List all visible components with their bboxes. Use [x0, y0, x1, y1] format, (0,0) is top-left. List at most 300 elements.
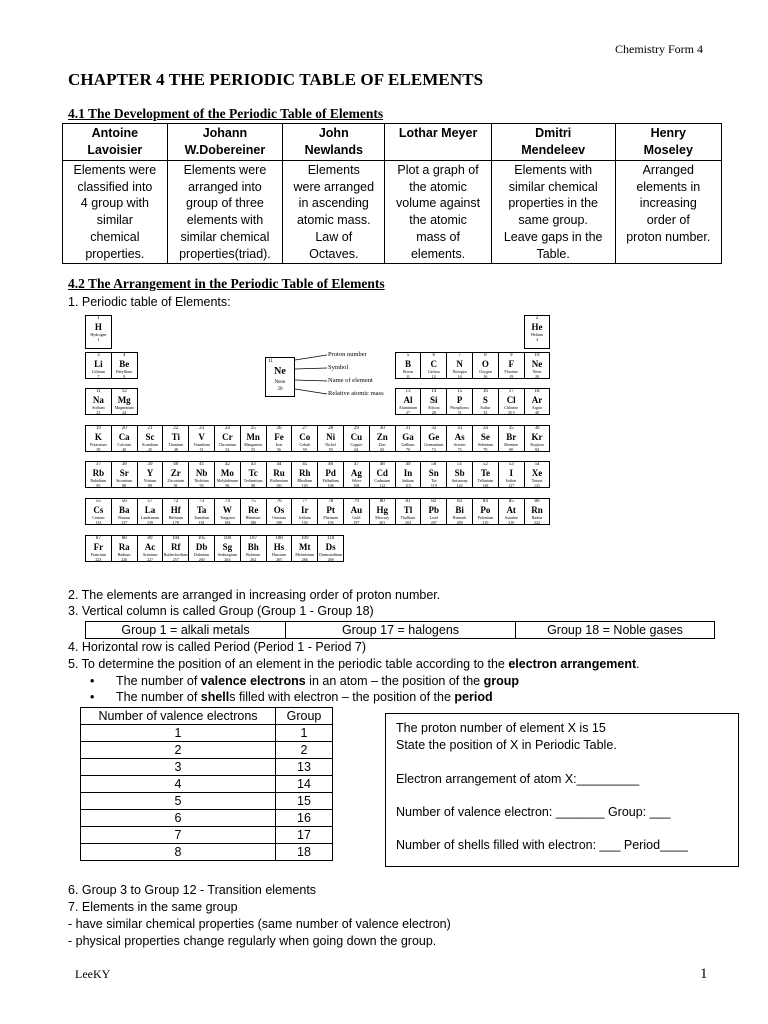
element-name: Titanium: [168, 441, 184, 447]
group-names-table: [85, 621, 715, 639]
element-cell-ni: [317, 425, 344, 452]
proton-number: 24: [224, 425, 230, 431]
element-name: Platinum: [323, 515, 338, 520]
element-cell-ra: [111, 535, 138, 562]
element-cell-s: [472, 388, 499, 415]
element-cell-h: [85, 315, 112, 349]
element-cell-as: [446, 425, 473, 452]
element-name: Cadmium: [374, 478, 391, 484]
scientist-header: Dmitri Mendeleev: [491, 124, 615, 161]
group-number-cell: 16: [276, 810, 333, 827]
atomic-mass: 32: [483, 410, 488, 416]
element-name: Scandium: [141, 441, 158, 447]
atomic-mass: 260: [198, 556, 205, 562]
proton-number: 9: [509, 352, 513, 358]
item-2: 2. The elements are arranged in increasing order of proton number.: [68, 588, 441, 602]
element-symbol: B: [404, 358, 411, 369]
element-symbol: Pd: [325, 468, 336, 479]
scientist-header: John Newlands: [283, 124, 385, 161]
atomic-mass: 40: [122, 446, 127, 452]
proton-number: 50: [431, 462, 437, 468]
proton-number: 87: [95, 535, 101, 541]
element-symbol: Cr: [222, 431, 233, 442]
atomic-mass: 48: [173, 446, 178, 452]
proton-number: 76: [276, 499, 282, 504]
element-symbol: Ds: [325, 541, 336, 552]
element-name: Manganese: [244, 441, 263, 447]
legend-label: Proton number: [328, 351, 367, 358]
element-symbol: Ge: [428, 431, 440, 442]
table-row: [63, 124, 722, 161]
item-4: 4. Horizontal row is called Period (Period 1 - Period 7): [68, 640, 367, 654]
atomic-mass: 103: [301, 483, 308, 489]
element-symbol: Ti: [171, 431, 180, 442]
element-name: Mercury: [375, 515, 390, 520]
element-cell-te: [472, 461, 499, 488]
element-cell-ru: [266, 461, 293, 488]
element-cell-sr: [111, 461, 138, 488]
element-name: Rutherfordium: [163, 551, 188, 557]
scientist-description: Arranged elements in increasing order of proton number.: [615, 161, 721, 264]
element-cell-rb: [85, 461, 112, 488]
element-symbol: Ca: [118, 431, 130, 442]
atomic-mass: 59: [302, 446, 307, 452]
proton-number: 37: [95, 462, 101, 468]
element-symbol: Y: [146, 468, 154, 479]
proton-number: 48: [379, 462, 385, 468]
element-name: Francium: [90, 551, 107, 557]
element-cell-mg: [111, 388, 138, 415]
element-cell-mo: [214, 461, 241, 488]
valence-cell: 6: [81, 810, 276, 827]
element-cell-be: [111, 352, 138, 379]
element-cell-fr: [85, 535, 112, 562]
scientist-header: Henry Moseley: [615, 124, 721, 161]
proton-number: 52: [482, 462, 488, 468]
proton-number: 109: [301, 535, 309, 541]
valence-cell: 5: [81, 793, 276, 810]
element-name: Calcium: [117, 441, 131, 447]
scientist-description: Elements were arranged in ascending atomic mass. Law of Octaves.: [283, 161, 385, 264]
element-name: Bismuth: [452, 515, 467, 520]
atomic-mass: 133: [95, 520, 102, 525]
element-symbol: Br: [506, 431, 517, 442]
proton-number: 6: [432, 352, 436, 358]
element-symbol: Bi: [455, 505, 464, 515]
element-name: Iron: [275, 441, 283, 447]
proton-number: 45: [302, 462, 308, 468]
atomic-mass: 24: [122, 410, 127, 416]
element-symbol: Sr: [119, 468, 129, 479]
element-symbol: Te: [480, 468, 490, 479]
element-symbol: Xe: [531, 468, 543, 479]
valence-cell: 3: [81, 759, 276, 776]
element-cell-bi: [446, 498, 473, 525]
proton-number: 44: [276, 462, 282, 468]
proton-number: 86: [534, 499, 540, 504]
element-symbol: W: [222, 505, 232, 515]
element-cell-o: [472, 352, 499, 379]
legend-element-box: [265, 357, 295, 397]
atomic-mass: 75: [457, 446, 462, 452]
element-cell-al: [395, 388, 422, 415]
element-symbol: Mg: [117, 395, 131, 406]
element-symbol: Se: [480, 431, 490, 442]
scientist-header: Johann W.Dobereiner: [167, 124, 282, 161]
table-row: [63, 161, 722, 264]
valence-cell: 1: [81, 725, 276, 742]
proton-number: 27: [302, 425, 308, 431]
element-name: Bohrium: [246, 551, 261, 557]
element-cell-zn: [369, 425, 396, 452]
proton-number: 7: [458, 352, 461, 358]
element-symbol: As: [454, 431, 465, 442]
proton-number: 15: [457, 389, 463, 395]
element-cell-bh: [240, 535, 267, 562]
valence-cell: 8: [81, 844, 276, 861]
element-name: Hassium: [271, 551, 286, 557]
atomic-mass: 137: [121, 520, 128, 525]
proton-number: 54: [534, 462, 540, 468]
proton-number: 33: [457, 425, 463, 431]
atomic-mass: 115: [405, 483, 411, 489]
table-row: [81, 742, 333, 759]
proton-number: 38: [121, 462, 127, 468]
element-name: Rhenium: [245, 515, 261, 520]
element-name: Arsenic: [453, 441, 466, 447]
atomic-mass: 70: [405, 446, 410, 452]
element-cell-rf: [162, 535, 189, 562]
proton-number: 34: [482, 425, 488, 431]
proton-number: 11: [95, 389, 101, 395]
question-line: Electron arrangement of atom X:_________: [396, 772, 640, 786]
element-symbol: Cu: [350, 431, 363, 442]
atomic-mass: 192: [301, 520, 308, 525]
element-cell-mn: [240, 425, 267, 452]
proton-number: 3: [97, 352, 100, 358]
element-symbol: Sg: [222, 541, 233, 552]
element-symbol: Cd: [376, 468, 388, 479]
element-symbol: Zr: [170, 468, 181, 479]
element-symbol: Cl: [506, 395, 516, 406]
element-cell-ar: [524, 388, 551, 415]
element-symbol: Tl: [403, 505, 413, 515]
element-cell-ne: [524, 352, 551, 379]
element-cell-cu: [343, 425, 370, 452]
element-symbol: Ar: [531, 395, 543, 406]
element-cell-ir: [291, 498, 318, 525]
item-3: 3. Vertical column is called Group (Group 1 - Group 18): [68, 604, 374, 618]
proton-number: 5: [406, 352, 410, 358]
element-symbol: Au: [350, 505, 363, 515]
element-cell-kr: [524, 425, 551, 452]
proton-number: 89: [147, 535, 153, 541]
element-symbol: Pb: [428, 505, 440, 515]
atomic-mass: 35.5: [507, 410, 515, 416]
proton-number: 85: [508, 499, 514, 504]
element-name: Cesium: [92, 515, 105, 520]
proton-number: 75: [250, 499, 256, 504]
element-symbol: H: [94, 322, 102, 332]
element-name: Ruthenium: [270, 478, 288, 484]
element-cell-mt: [291, 535, 318, 562]
element-symbol: Bh: [247, 541, 259, 552]
proton-number: 88: [121, 535, 127, 541]
scientist-description: Plot a graph of the atomic volume against the atomic mass of elements.: [385, 161, 491, 264]
atomic-mass: 207: [430, 520, 437, 525]
item-7: 7. Elements in the same group: [68, 900, 238, 914]
proton-number: 56: [121, 499, 127, 504]
atomic-mass: 131: [533, 483, 540, 489]
item-7a: - have similar chemical properties (same number of valence electron): [68, 917, 451, 931]
element-symbol: In: [403, 468, 413, 479]
footer-author: LeeKY: [75, 967, 111, 981]
item-5: 5. To determine the position of an element in the periodic table according to the electron arrangement.: [68, 657, 640, 671]
element-cell-nb: [188, 461, 215, 488]
atomic-mass: 12: [431, 373, 436, 379]
atomic-mass: 40: [534, 410, 539, 416]
element-symbol: Hf: [170, 505, 181, 515]
element-symbol: Re: [247, 505, 259, 515]
proton-number: 46: [328, 462, 334, 468]
scientist-description: Elements were classified into 4 group with similar chemical properties.: [63, 161, 168, 264]
atomic-mass: 28: [431, 410, 436, 416]
element-cell-xe: [524, 461, 551, 488]
element-symbol: F: [508, 358, 514, 369]
element-cell-cs: [85, 498, 112, 525]
element-name: Copper: [350, 441, 363, 447]
element-cell-au: [343, 498, 370, 525]
proton-number: 1: [97, 316, 100, 321]
element-cell-ca: [111, 425, 138, 452]
table-row: [81, 844, 333, 861]
proton-number: 77: [302, 499, 308, 504]
element-symbol: Fe: [274, 431, 284, 442]
element-cell-ba: [111, 498, 138, 525]
atomic-mass: 39: [96, 446, 101, 452]
header-cell: Group: [276, 708, 333, 725]
atomic-mass: 257: [172, 556, 179, 562]
element-symbol: K: [94, 431, 102, 442]
atomic-mass: 56: [276, 446, 281, 452]
proton-number: 80: [379, 499, 385, 504]
atomic-mass: 226: [121, 556, 128, 562]
atomic-mass: 197: [353, 520, 360, 525]
element-name: Astatine: [504, 515, 518, 520]
legend-label: Symbol: [328, 364, 349, 371]
element-cell-sn: [420, 461, 447, 488]
header-subject: Chemistry Form 4: [614, 42, 703, 56]
atomic-mass: 91: [173, 483, 178, 489]
proton-number: 31: [405, 425, 411, 431]
element-name: Iodine: [506, 478, 517, 484]
element-cell-i: [498, 461, 525, 488]
proton-number: 43: [250, 462, 256, 468]
proton-number: 40: [173, 462, 179, 468]
element-name: Magnesium: [114, 405, 134, 411]
element-cell-na: [85, 388, 112, 415]
atomic-mass: 98: [251, 483, 256, 489]
atomic-mass: 195: [327, 520, 334, 525]
proton-number: 17: [508, 389, 514, 395]
element-name: Selenium: [477, 441, 493, 447]
atomic-mass: 263: [224, 556, 231, 562]
atomic-mass: 201: [379, 520, 386, 525]
element-symbol: Rf: [171, 541, 181, 552]
atomic-mass: 9: [123, 373, 126, 379]
atomic-mass: 19: [509, 373, 514, 379]
proton-number: 14: [431, 389, 437, 395]
element-symbol: Ba: [118, 505, 130, 515]
element-name: Rhodium: [297, 478, 313, 484]
proton-number: 30: [379, 425, 385, 431]
proton-number: 28: [328, 425, 334, 431]
atomic-mass: 88: [122, 483, 127, 489]
question-line: The proton number of element X is 15: [396, 721, 606, 735]
proton-number: 4: [122, 352, 126, 358]
atomic-mass: 79: [483, 446, 488, 452]
element-symbol: S: [482, 395, 488, 406]
element-name: Tungsten: [220, 515, 235, 520]
element-name: Silicon: [428, 405, 440, 411]
atomic-mass: 73: [431, 446, 436, 452]
element-name: Germanium: [424, 441, 444, 447]
element-cell-rn: [524, 498, 551, 525]
atomic-mass: 181: [198, 520, 205, 525]
element-cell-ac: [137, 535, 164, 562]
proton-number: 53: [508, 462, 514, 468]
proton-number: 82: [431, 499, 437, 504]
element-name: Iridium: [298, 515, 311, 520]
element-name: Zinc: [378, 441, 386, 447]
proton-number: 51: [457, 462, 463, 468]
element-cell-hs: [266, 535, 293, 562]
atomic-mass: 204: [404, 520, 411, 525]
element-cell-ag: [343, 461, 370, 488]
atomic-mass: 227: [146, 556, 153, 562]
element-cell-si: [420, 388, 447, 415]
legend-symbol: Ne: [274, 366, 286, 377]
atomic-mass: 52: [225, 446, 230, 452]
atomic-mass: 262: [250, 556, 257, 562]
element-cell-pb: [420, 498, 447, 525]
atomic-mass: 210: [508, 520, 515, 525]
element-cell-v: [188, 425, 215, 452]
proton-number: 79: [353, 499, 359, 504]
proton-number: 19: [95, 425, 101, 431]
atomic-mass: 106: [327, 483, 334, 489]
proton-number: 23: [199, 425, 205, 431]
atomic-mass: 119: [430, 483, 437, 489]
element-name: Niobium: [194, 478, 209, 484]
element-symbol: La: [144, 505, 156, 515]
element-cell-ta: [188, 498, 215, 525]
element-name: Beryllium: [116, 368, 133, 374]
element-name: Chromium: [218, 441, 237, 447]
element-name: Chlorine: [504, 405, 519, 411]
element-symbol: Rn: [531, 505, 543, 515]
element-symbol: Be: [119, 358, 130, 369]
element-cell-cd: [369, 461, 396, 488]
table-row: [81, 759, 333, 776]
proton-number: 18: [534, 389, 540, 395]
element-symbol: Co: [299, 431, 311, 442]
element-name: Tellurium: [477, 478, 494, 484]
element-symbol: C: [430, 358, 438, 369]
atomic-mass: 190: [275, 520, 282, 525]
section-heading-4-1: 4.1 The Development of the Periodic Table of Elements: [68, 106, 384, 121]
group-number-cell: 14: [276, 776, 333, 793]
element-name: Fluorine: [504, 368, 518, 374]
element-name: Sodium: [92, 405, 105, 411]
question-line: Number of shells filled with electron: ___ Period____: [396, 838, 688, 852]
atomic-mass: 265: [275, 556, 282, 562]
element-symbol: Cs: [93, 505, 104, 515]
valence-group-table: [80, 707, 333, 861]
atomic-mass: 178: [172, 520, 179, 525]
proton-number: 108: [275, 535, 283, 541]
proton-number: 105: [197, 535, 206, 541]
element-name: Actinium: [142, 551, 158, 557]
table-row: [81, 776, 333, 793]
element-cell-re: [240, 498, 267, 525]
element-name: Radon: [531, 515, 543, 520]
element-cell-b: [395, 352, 422, 379]
scientist-header: Lothar Meyer: [385, 124, 491, 161]
section-heading-4-2: 4.2 The Arrangement in the Periodic Table of Elements: [68, 276, 385, 291]
scientist-description: Elements with similar chemical properties in the same group. Leave gaps in the Table.: [491, 161, 615, 264]
element-symbol: Sn: [428, 468, 439, 479]
atomic-mass: 122: [456, 483, 463, 489]
group-cell: Group 17 = halogens: [286, 622, 516, 639]
question-box: [385, 713, 739, 867]
element-name: Osmium: [272, 515, 286, 520]
valence-cell: 4: [81, 776, 276, 793]
proton-number: 57: [147, 499, 153, 504]
group-cell: Group 18 = Noble gases: [516, 622, 715, 639]
question-line: Number of valence electron: _______ Group: ___: [396, 805, 671, 819]
proton-number: 47: [353, 462, 359, 468]
proton-number: 36: [534, 425, 540, 431]
element-cell-pd: [317, 461, 344, 488]
element-name: Yttrium: [143, 478, 157, 484]
element-symbol: Db: [195, 541, 208, 552]
proton-number: 41: [199, 462, 205, 468]
element-symbol: Tc: [248, 468, 258, 479]
element-name: Argon: [531, 405, 543, 411]
element-cell-db: [188, 535, 215, 562]
valence-cell: 7: [81, 827, 276, 844]
element-name: Dubnium: [194, 551, 210, 557]
element-symbol: Os: [273, 505, 285, 515]
atomic-mass: 186: [250, 520, 257, 525]
element-cell-hf: [162, 498, 189, 525]
proton-number: 32: [431, 425, 437, 431]
element-cell-se: [472, 425, 499, 452]
element-symbol: Ru: [273, 468, 285, 479]
chapter-title: CHAPTER 4 THE PERIODIC TABLE OF ELEMENTS: [68, 70, 484, 89]
question-line: State the position of X in Periodic Table.: [396, 738, 617, 752]
legend-label: Name of element: [328, 377, 373, 384]
element-cell-ti: [162, 425, 189, 452]
element-symbol: Si: [430, 395, 438, 406]
element-symbol: N: [456, 358, 463, 369]
atomic-mass: 55: [251, 446, 256, 452]
element-name: Tin: [431, 478, 437, 484]
element-name: Strontium: [116, 478, 133, 484]
element-name: Radium: [117, 551, 131, 557]
element-symbol: Zn: [376, 431, 388, 442]
